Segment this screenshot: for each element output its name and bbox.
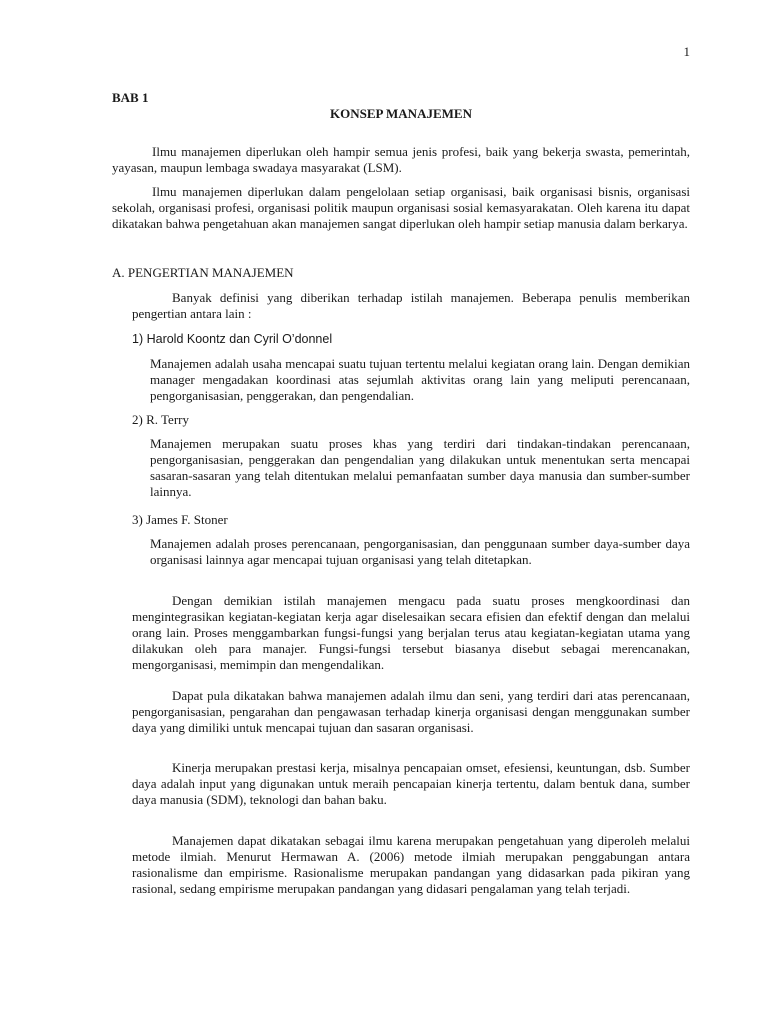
- body-paragraph-1: Dengan demikian istilah manajemen mengacu pada suatu proses mengkoordinasi dan mengintegrasikan kegiatan-kegiatan kerja agar diselesaikan secara efisien dan efektif dengan dan melalui orang lain. Proses menggambarkan fungsi-fungsi yang berjalan terus atau kegiatan-kegiatan utama yang dilakukan oleh para manajer. Fungsi-fungsi tersebut biasanya disebut sebagai merencanakan, mengorganisasi, memimpin dan mengendalikan.: [132, 593, 690, 672]
- body-paragraph-3: Kinerja merupakan prestasi kerja, misalnya pencapaian omset, efesiensi, keuntungan, dsb. Sumber daya adalah input yang digunakan untuk meraih pencapaian kinerja tertentu, dalam bentuk dana, sumber daya manusia (SDM), teknologi dan bahan baku.: [132, 760, 690, 807]
- body-paragraph-4: Manajemen dapat dikatakan sebagai ilmu karena merupakan pengetahuan yang diperoleh melalui metode ilmiah. Menurut Hermawan A. (2006) metode ilmiah merupakan penggabungan antara rasionalisme dan empirisme. Rasionalisme merupakan pandangan yang didasarkan pada pikiran yang rasional, sedang empirisme merupakan pandangan yang didasari pengalaman yang telah terjadi.: [132, 833, 690, 896]
- body-paragraph-2: Dapat pula dikatakan bahwa manajemen adalah ilmu dan seni, yang terdiri dari atas perencanaan, pengorganisasian, pengarahan dan pengawasan terhadap kinerja organisasi dengan menggunakan sumber daya yang dimiliki untuk mencapai tujuan dan sasaran organisasi.: [132, 688, 690, 735]
- intro-paragraph-1: Ilmu manajemen diperlukan oleh hampir semua jenis profesi, baik yang bekerja swasta, pemerintah, yayasan, maupun lembaga swadaya masyarakat (LSM).: [112, 144, 690, 175]
- definition-text-1: Manajemen adalah usaha mencapai suatu tujuan tertentu melalui kegiatan orang lain. Dengan demikian manager mengadakan koordinasi atas sejumlah aktivitas orang lain yang meliputi perencanaan, pengorganisasian, penggerakan, dan pengendalian.: [150, 356, 690, 403]
- definition-label-1: 1) Harold Koontz dan Cyril O’donnel: [132, 332, 333, 346]
- definition-label-2: 2) R. Terry: [132, 412, 189, 427]
- definition-text-2: Manajemen merupakan suatu proses khas yang terdiri dari tindakan-tindakan perencanaan, pengorganisasian, penggerakan dan pengendalian yang dilakukan untuk menentukan serta mencapai sasaran-sasaran yang telah ditentukan melalui pemanfaatan sumber daya manusia dan sumber-sumber lainnya.: [150, 436, 690, 499]
- page-title: KONSEP MANAJEMEN: [330, 106, 472, 121]
- page-number: 1: [683, 44, 690, 59]
- intro-paragraph-2: Ilmu manajemen diperlukan dalam pengelolaan setiap organisasi, baik organisasi bisnis, organisasi sekolah, organisasi profesi, organisasi politik maupun organisasi sosial kemasyarakatan. Oleh karena itu dapat dikatakan bahwa pengetahuan akan manajemen sangat diperlukan oleh hampir setiap manusia dalam berkarya.: [112, 184, 690, 231]
- chapter-label: BAB 1: [112, 90, 149, 105]
- section-lead-paragraph: Banyak definisi yang diberikan terhadap istilah manajemen. Beberapa penulis memberikan pengertian antara lain :: [132, 290, 690, 321]
- definition-label-3: 3) James F. Stoner: [132, 512, 228, 527]
- definition-text-3: Manajemen adalah proses perencanaan, pengorganisasian, dan penggunaan sumber daya-sumber daya organisasi lainnya agar mencapai tujuan organisasi yang telah ditetapkan.: [150, 536, 690, 567]
- section-heading: A. PENGERTIAN MANAJEMEN: [112, 265, 294, 280]
